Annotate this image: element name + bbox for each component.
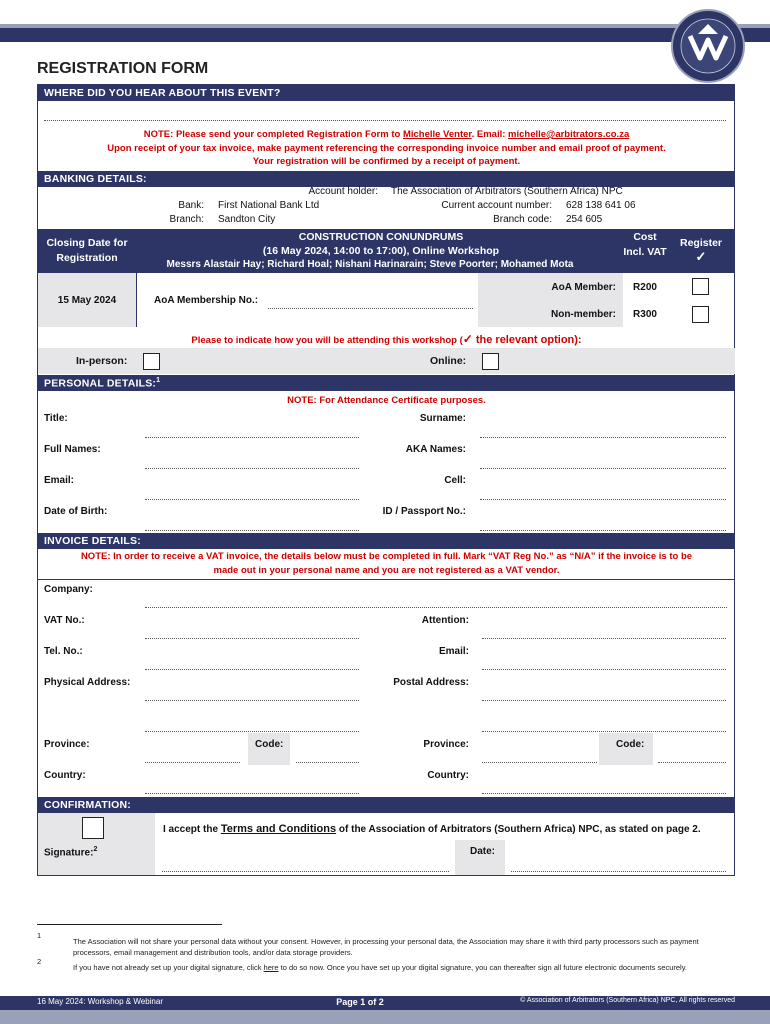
signature-label <box>44 846 97 858</box>
branch-code-label: Branch code: <box>493 214 552 225</box>
page-title: REGISTRATION FORM <box>37 60 209 77</box>
physical-address-line2[interactable] <box>145 731 359 732</box>
personal-section-header <box>38 375 735 391</box>
notice-line3: Your registration will be confirmed by a receipt of payment. <box>252 156 521 167</box>
online-label: Online: <box>430 355 467 367</box>
hear-section-header: WHERE DID YOU HEAR ABOUT THIS EVENT? <box>38 85 735 101</box>
vat-field[interactable] <box>145 638 359 639</box>
personal-heading: PERSONAL DETAILS: <box>44 377 157 390</box>
invoice-note-line1: NOTE: In order to receive a VAT invoice, the details below must be completed in full. Mark “VAT Reg No.” as “N/A” if the invoice is to be <box>80 551 693 562</box>
membership-label: AoA Membership No.: <box>154 295 259 306</box>
banking-section-header: BANKING DETAILS: <box>38 171 735 187</box>
country-field-right[interactable] <box>482 793 726 794</box>
attend-tick-icon: ✓ <box>462 332 473 346</box>
physical-address-line1[interactable] <box>145 700 359 701</box>
notice-line2: Upon receipt of your tax invoice, make payment referencing the corresponding invoice number and email proof of payment. <box>107 143 666 154</box>
member-cost: R200 <box>633 282 657 293</box>
register-label: Register <box>679 237 722 249</box>
event-divider <box>136 273 137 327</box>
terms-link[interactable]: Terms and Conditions <box>220 823 337 835</box>
invoice-email-field[interactable] <box>482 669 726 670</box>
contact-name-link[interactable]: Michelle Venter <box>402 129 472 140</box>
nonmember-label: Non-member: <box>550 309 616 320</box>
company-label: Company: <box>44 584 93 595</box>
inperson-label: In-person: <box>76 355 128 367</box>
attention-label: Attention: <box>421 615 469 626</box>
nonmember-cost: R300 <box>633 309 657 320</box>
notice-line1 <box>38 129 735 140</box>
email-field[interactable] <box>145 499 359 500</box>
event-when: (16 May 2024, 14:00 to 17:00), Online Workshop <box>262 245 500 257</box>
inperson-checkbox[interactable] <box>143 353 160 370</box>
vat-label: VAT No.: <box>44 615 85 626</box>
footnote2-text <box>73 962 736 973</box>
date-field[interactable] <box>511 871 726 872</box>
signature-footnote-ref: 2 <box>93 846 98 853</box>
postal-address-line2[interactable] <box>482 731 726 732</box>
nonmember-checkbox[interactable] <box>692 306 709 323</box>
invoice-email-label: Email: <box>438 646 469 657</box>
branch-label: Branch: <box>169 214 204 225</box>
register-tick-icon: ✓ <box>695 249 707 264</box>
holder-value: The Association of Arbitrators (Southern Africa) NPC <box>391 186 623 197</box>
code-field-left[interactable] <box>296 762 359 763</box>
postal-address-label: Postal Address: <box>393 677 469 688</box>
attend-prompt <box>38 332 735 346</box>
province-field-right[interactable] <box>482 762 597 763</box>
province-field-left[interactable] <box>145 762 240 763</box>
bank-label: Bank: <box>178 200 204 211</box>
fullnames-field[interactable] <box>145 468 359 469</box>
dob-field[interactable] <box>145 530 359 531</box>
code-label-right: Code: <box>616 739 645 750</box>
attend-prompt-text: Please to indicate how you will be attending this workshop ( <box>191 335 463 346</box>
company-field[interactable] <box>145 607 727 608</box>
signature-field[interactable] <box>162 871 449 872</box>
online-checkbox[interactable] <box>482 353 499 370</box>
membership-number-line[interactable] <box>268 308 473 309</box>
physical-address-label: Physical Address: <box>44 677 131 688</box>
attention-field[interactable] <box>482 638 726 639</box>
footer-page-number: Page 1 of 2 <box>336 997 384 1007</box>
event-name: CONSTRUCTION CONUNDRUMS <box>298 231 464 243</box>
confirm-section-header: CONFIRMATION: <box>38 797 735 813</box>
fullnames-label: Full Names: <box>44 444 101 455</box>
aka-label: AKA Names: <box>405 444 466 455</box>
event-speakers: Messrs Alastair Hay; Richard Hoal; Nishani Harinarain; Steve Poorter; Mohamed Mota <box>166 259 574 270</box>
holder-label: Account holder: <box>308 186 378 197</box>
accept-prefix: I accept the <box>163 824 221 835</box>
top-banner-bar <box>0 28 770 42</box>
personal-footnote-ref: 1 <box>156 377 161 384</box>
personal-note: NOTE: For Attendance Certificate purposes. <box>287 395 486 406</box>
id-label: ID / Passport No.: <box>382 506 466 517</box>
footnote2-number: 2 <box>37 957 42 966</box>
id-field[interactable] <box>480 530 726 531</box>
hear-answer-line[interactable] <box>44 120 726 121</box>
footnote1-text: The Association will not share your personal data without your consent. However, in processing your personal data, the Association may share it with third party processors such as payment processors, email management and distribution tools, and/or data storage providers. <box>73 937 699 957</box>
country-field-left[interactable] <box>145 793 359 794</box>
accept-terms-checkbox[interactable] <box>82 817 104 839</box>
date-label: Date: <box>470 846 496 857</box>
invoice-divider <box>38 579 735 580</box>
country-label-left: Country: <box>44 770 86 781</box>
title-label: Title: <box>44 413 68 424</box>
province-label-left: Province: <box>44 739 90 750</box>
footnote2-pre: If you have not already set up your digital signature, click <box>73 963 264 972</box>
code-field-right[interactable] <box>658 762 726 763</box>
country-label-right: Country: <box>427 770 469 781</box>
title-field[interactable] <box>145 437 359 438</box>
dob-label: Date of Birth: <box>44 506 108 517</box>
attend-prompt-end: the relevant option): <box>472 334 582 346</box>
tel-label: Tel. No.: <box>44 646 83 657</box>
contact-email-link[interactable]: michelle@arbitrators.co.za <box>508 129 630 140</box>
account-value: 628 138 641 06 <box>566 200 636 211</box>
footer-copyright: © Association of Arbitrators (Southern Africa) NPC, All rights reserved <box>520 997 735 1004</box>
footer-accent-bar <box>0 1010 770 1024</box>
association-logo <box>666 8 750 84</box>
code-label-left: Code: <box>255 739 284 750</box>
cell-label: Cell: <box>444 475 466 486</box>
notice-prefix: NOTE: Please send your completed Registration Form to <box>143 129 403 140</box>
tel-field[interactable] <box>145 669 359 670</box>
accept-suffix: of the Association of Arbitrators (Southern Africa) NPC, as stated on page 2. <box>336 824 701 835</box>
account-label: Current account number: <box>441 200 552 211</box>
province-label-right: Province: <box>423 739 469 750</box>
signature-text: Signature: <box>44 847 94 859</box>
cost-label: Cost Incl. VAT <box>623 231 667 258</box>
footer-left: 16 May 2024: Workshop & Webinar <box>37 997 163 1006</box>
signature-setup-link[interactable]: here <box>263 963 279 972</box>
closing-date-label: Closing Date for Registration <box>46 237 128 264</box>
member-checkbox[interactable] <box>692 278 709 295</box>
bank-value: First National Bank Ltd <box>218 200 320 211</box>
surname-field[interactable] <box>480 437 726 438</box>
footnote-rule <box>37 924 222 925</box>
footnote1-number: 1 <box>37 931 42 940</box>
member-label: AoA Member: <box>551 282 616 293</box>
cell-field[interactable] <box>480 499 726 500</box>
invoice-section-header: INVOICE DETAILS: <box>38 533 735 549</box>
branch-value: Sandton City <box>218 214 276 225</box>
branch-code-value: 254 605 <box>566 214 603 225</box>
closing-date-value: 15 May 2024 <box>57 295 117 306</box>
email-label: Email: <box>44 475 75 486</box>
aka-field[interactable] <box>480 468 726 469</box>
accept-terms-text <box>163 823 701 835</box>
footnote2-post: to do so now. Once you have set up your digital signature, you can thereafter sign all future electronic documents securely. <box>278 963 687 972</box>
invoice-note-line2: made out in your personal name and you are not registered as a VAT vendor. <box>213 565 560 576</box>
surname-label: Surname: <box>419 413 466 424</box>
postal-address-line1[interactable] <box>482 700 726 701</box>
notice-email-prefix: . Email: <box>471 129 509 140</box>
